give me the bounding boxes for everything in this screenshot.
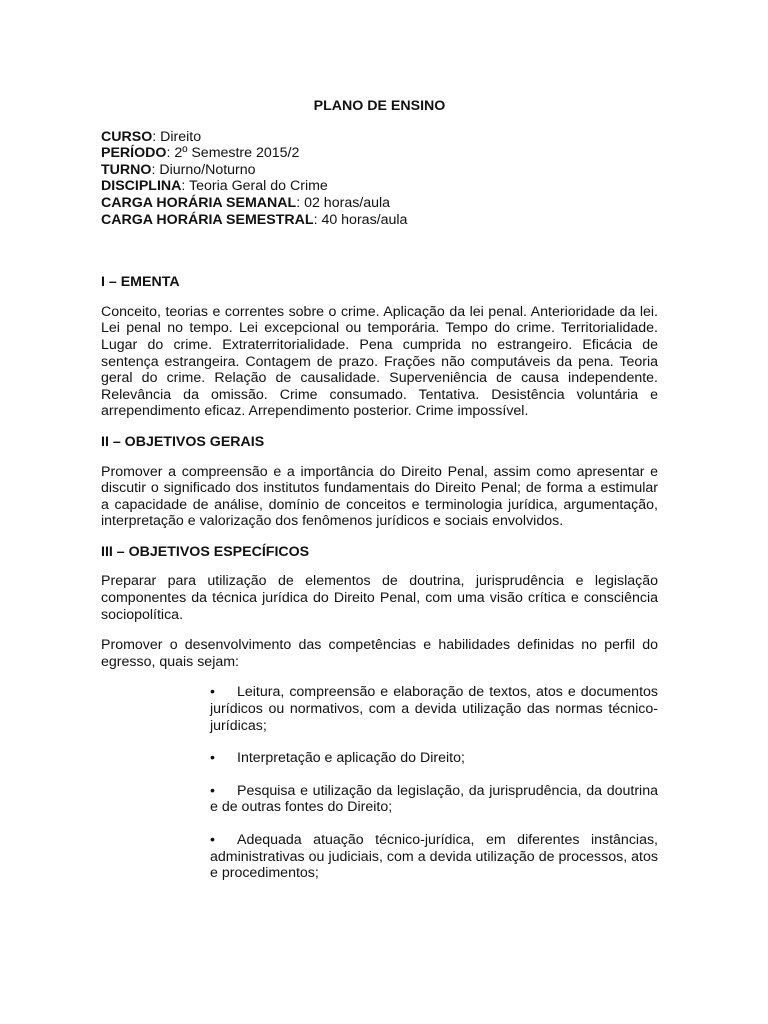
list-item-text: Pesquisa e utilização da legislação, da jurisprudência, da doutrina e de outras fontes do Direito;	[210, 782, 658, 816]
list-item	[210, 832, 658, 882]
list-item	[210, 684, 658, 734]
section-heading-objetivos-especificos: III – OBJETIVOS ESPECÍFICOS	[101, 543, 310, 560]
bullet-icon: •	[210, 782, 215, 799]
info-semester-hours	[101, 212, 658, 229]
info-weekly-hours	[101, 195, 658, 212]
list-item-text: Interpretação e aplicação do Direito;	[237, 750, 465, 767]
info-course-label: CURSO	[101, 128, 153, 145]
info-discipline-label: DISCIPLINA	[101, 178, 182, 195]
info-course	[101, 129, 658, 146]
objetivos-especificos-text-1: Preparar para utilização de elementos de doutrina, jurisprudência e legislação componentes da técnica jurídica do Direito Penal, com uma visão crítica e consciência sociopolítica.	[101, 573, 658, 623]
document-page	[101, 98, 658, 898]
info-shift	[101, 162, 658, 179]
info-shift-value: : Diurno/Noturno	[151, 161, 256, 178]
section-heading-ementa: I – EMENTA	[101, 274, 180, 291]
list-item	[210, 750, 658, 767]
list-item-text: Adequada atuação técnico-jurídica, em diferentes instâncias, administrativas ou judiciais, com a devida utilização de processos, atos e procedimentos;	[210, 832, 658, 882]
info-discipline	[101, 178, 658, 195]
info-semester-hours-label: CARGA HORÁRIA SEMESTRAL	[101, 211, 314, 228]
info-period-label: PERÍODO	[101, 145, 167, 162]
course-info	[101, 129, 658, 229]
list-item	[210, 783, 658, 816]
document-title: PLANO DE ENSINO	[313, 98, 446, 114]
info-semester-hours-value: : 40 horas/aula	[313, 211, 408, 228]
competencies-list	[101, 684, 658, 881]
ementa-text: Conceito, teorias e correntes sobre o crime. Aplicação da lei penal. Anterioridade da lei. Lei penal no tempo. Lei excepcional ou temporária. Tempo do crime. Territorialidade. Lugar do crime. Extraterritorialidade. Pena cumprida no estrangeiro. Eficácia de sentença estrangeira. Contagem de prazo. Frações não computáveis da pena. Teoria geral do crime. Relação de causalidade. Superveniência de causa independente. Relevância da omissão. Crime consumado. Tentativa. Desistência voluntária e arrependimento eficaz. Arrependimento posterior. Crime impossível.	[101, 303, 658, 420]
info-discipline-value: : Teoria Geral do Crime	[181, 178, 328, 195]
section-heading-objetivos-gerais: II – OBJETIVOS GERAIS	[101, 433, 265, 450]
info-period-value: : 2º Semestre 2015/2	[166, 145, 300, 162]
info-course-value: : Direito	[152, 128, 202, 145]
info-weekly-hours-value: : 02 horas/aula	[296, 194, 391, 211]
info-period	[101, 145, 658, 162]
bullet-icon: •	[210, 684, 215, 701]
info-shift-label: TURNO	[101, 161, 152, 178]
objetivos-gerais-text: Promover a compreensão e a importância do Direito Penal, assim como apresentar e discutir o significado dos institutos fundamentais do Direito Penal; de forma a estimular a capacidade de análise, domínio de conceitos e terminologia jurídica, argumentação, interpretação e valorização dos fenômenos jurídicos e sociais envolvidos.	[101, 463, 658, 530]
objetivos-especificos-text-2: Promover o desenvolvimento das competências e habilidades definidas no perfil do egresso, quais sejam:	[101, 637, 658, 670]
list-item-text: Leitura, compreensão e elaboração de textos, atos e documentos jurídicos ou normativos, com a devida utilização das normas técnico-jurídicas;	[210, 684, 658, 734]
info-weekly-hours-label: CARGA HORÁRIA SEMANAL	[101, 194, 297, 211]
bullet-icon: •	[210, 832, 215, 848]
bullet-icon: •	[210, 750, 215, 767]
